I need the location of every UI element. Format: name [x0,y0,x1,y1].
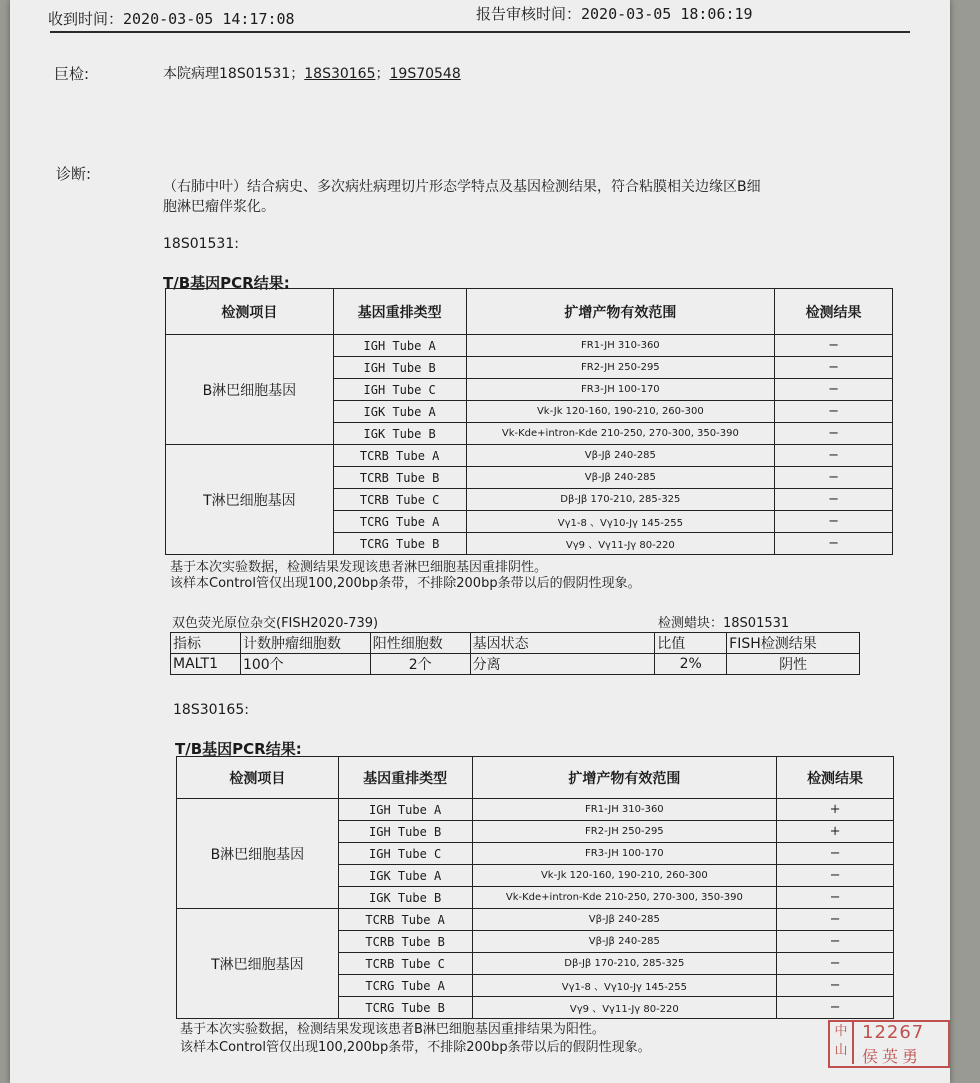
case2-header-type: 基因重排类型 [338,757,472,799]
case2-row-type: TCRB Tube A [338,909,472,931]
case2-row-range: FR3-JH 100-170 [472,843,777,865]
case2-note-1: 基于本次实验数据，检测结果发现该患者B淋巴细胞基因重排结果为阳性。 [180,1022,605,1037]
case2-header-result: 检测结果 [777,757,894,799]
case2-row-range: Vk-Kde+intron-Kde 210-250, 270-300, 350-390 [472,887,777,909]
case1-row-result: − [775,401,893,423]
case2-row-type: TCRB Tube B [338,931,472,953]
case1-row-range: Vγ9 、Vγ11-Jγ 80-220 [466,533,775,555]
case1-row-result: − [775,379,893,401]
case1-row-type: IGH Tube B [333,357,466,379]
diagnosis-line-2: 胞淋巴瘤伴浆化。 [163,199,275,215]
fish-cell: 2个 [370,654,470,675]
gross-label: 巨检: [54,65,90,83]
case2-header-range: 扩增产物有效范围 [472,757,777,799]
report-page [10,0,950,1083]
case1-note-2: 该样本Control管仅出现100,200bp条带，不排除200bp条带以后的假阴性现象。 [170,576,641,591]
case1-row-result: − [775,511,893,533]
case1-row-type: TCRG Tube A [333,511,466,533]
fish-cell: 100个 [240,654,370,675]
case2-row-type: TCRG Tube A [338,975,472,997]
fish-cell: 分离 [470,654,655,675]
stamp-name: 侯英勇 [862,1047,923,1066]
case1-row-result: − [775,423,893,445]
case2-row-result: − [777,909,894,931]
case2-title: T/B基因PCR结果: [175,740,302,758]
fish-block: 检测蜡块：18S01531 [658,616,790,631]
fish-header: 基因状态 [470,633,655,654]
case2-row-result: − [777,975,894,997]
case1-row-range: Vk-Jk 120-160, 190-210, 260-300 [466,401,775,423]
case1-row-type: TCRB Tube A [333,445,466,467]
case2-row-type: IGH Tube B [338,821,472,843]
case1-header-type: 基因重排类型 [333,289,466,335]
case2-t-group: T淋巴细胞基因 [177,909,339,1019]
case1-header-range: 扩增产物有效范围 [466,289,775,335]
case2-row-range: Vγ9 、Vγ11-Jγ 80-220 [472,997,777,1019]
case1-id: 18S01531: [163,236,239,252]
case2-b-group: B淋巴细胞基因 [177,799,339,909]
case1-header-result: 检测结果 [775,289,893,335]
fish-cell: 2% [655,654,727,675]
case1-b-group: B淋巴细胞基因 [166,335,334,445]
fish-header: FISH检测结果 [727,633,860,654]
stamp-number: 12267 [862,1022,925,1043]
case2-row-range: FR2-JH 250-295 [472,821,777,843]
case1-row-range: Vβ-Jβ 240-285 [466,445,775,467]
case1-row-range: Vγ1-8 、Vγ10-Jγ 145-255 [466,511,775,533]
stamp-place: 中山 [830,1022,854,1064]
case2-row-type: IGK Tube A [338,865,472,887]
case2-row-result: − [777,843,894,865]
case2-row-range: Dβ-Jβ 170-210, 285-325 [472,953,777,975]
case2-row-type: TCRG Tube B [338,997,472,1019]
case1-row-result: − [775,467,893,489]
fish-cell: MALT1 [171,654,241,675]
case1-row-result: − [775,335,893,357]
received-time: 收到时间：2020-03-05 14:17:08 [48,10,295,28]
case1-row-type: TCRB Tube B [333,467,466,489]
fish-title: 双色荧光原位杂交(FISH2020-739) [172,616,379,631]
fish-header: 阳性细胞数 [370,633,470,654]
case1-row-result: − [775,533,893,555]
case1-note-1: 基于本次实验数据，检测结果发现该患者淋巴细胞基因重排阴性。 [170,560,548,575]
case2-row-range: Vβ-Jβ 240-285 [472,931,777,953]
case2-row-range: Vγ1-8 、Vγ10-Jγ 145-255 [472,975,777,997]
case1-pcr-table [165,288,893,555]
case1-row-range: Vk-Kde+intron-Kde 210-250, 270-300, 350-390 [466,423,775,445]
review-time: 报告审核时间：2020-03-05 18:06:19 [476,5,753,23]
case2-row-range: Vβ-Jβ 240-285 [472,909,777,931]
case1-row-type: IGK Tube A [333,401,466,423]
doctor-seal-stamp [828,1020,950,1068]
case1-row-result: − [775,357,893,379]
case1-row-type: IGH Tube A [333,335,466,357]
case1-row-type: IGH Tube C [333,379,466,401]
case1-row-type: TCRB Tube C [333,489,466,511]
case2-row-result: + [777,799,894,821]
case2-row-type: TCRB Tube C [338,953,472,975]
case2-row-range: Vk-Jk 120-160, 190-210, 260-300 [472,865,777,887]
case2-row-type: IGH Tube A [338,799,472,821]
case1-row-range: FR3-JH 100-170 [466,379,775,401]
case1-row-type: IGK Tube B [333,423,466,445]
case2-row-result: − [777,865,894,887]
case2-row-result: − [777,997,894,1019]
case1-row-result: − [775,445,893,467]
case2-note-2: 该样本Control管仅出现100,200bp条带，不排除200bp条带以后的假阴性现象。 [180,1040,651,1055]
case2-pcr-table [176,756,894,1019]
fish-header: 计数肿瘤细胞数 [240,633,370,654]
gross-ref-sep: ； [375,66,390,82]
case2-row-result: + [777,821,894,843]
gross-refs [163,63,461,83]
case2-row-result: − [777,931,894,953]
case2-header-item: 检测项目 [177,757,339,799]
case2-row-type: IGH Tube C [338,843,472,865]
gross-ref-2: 18S30165 [304,66,376,82]
case2-row-type: IGK Tube B [338,887,472,909]
case1-t-group: T淋巴细胞基因 [166,445,334,555]
case1-row-range: FR2-JH 250-295 [466,357,775,379]
case1-title: T/B基因PCR结果: [163,274,290,292]
gross-ref-1: 本院病理18S01531； [163,66,305,82]
diagnosis-label: 诊断: [56,165,92,183]
case2-row-result: − [777,887,894,909]
case1-row-range: Vβ-Jβ 240-285 [466,467,775,489]
case1-row-result: − [775,489,893,511]
case2-id: 18S30165: [173,702,249,718]
fish-table [170,632,860,675]
fish-header: 指标 [171,633,241,654]
case1-row-range: Dβ-Jβ 170-210, 285-325 [466,489,775,511]
case2-row-range: FR1-JH 310-360 [472,799,777,821]
header-divider [50,31,910,33]
fish-header: 比值 [655,633,727,654]
case2-row-result: − [777,953,894,975]
fish-cell: 阴性 [727,654,860,675]
diagnosis-line-1: （右肺中叶）结合病史、多次病灶病理切片形态学特点及基因检测结果，符合粘膜相关边缘区B细 [163,179,761,195]
case1-row-range: FR1-JH 310-360 [466,335,775,357]
case1-header-item: 检测项目 [166,289,334,335]
gross-ref-3: 19S70548 [389,66,461,82]
case1-row-type: TCRG Tube B [333,533,466,555]
